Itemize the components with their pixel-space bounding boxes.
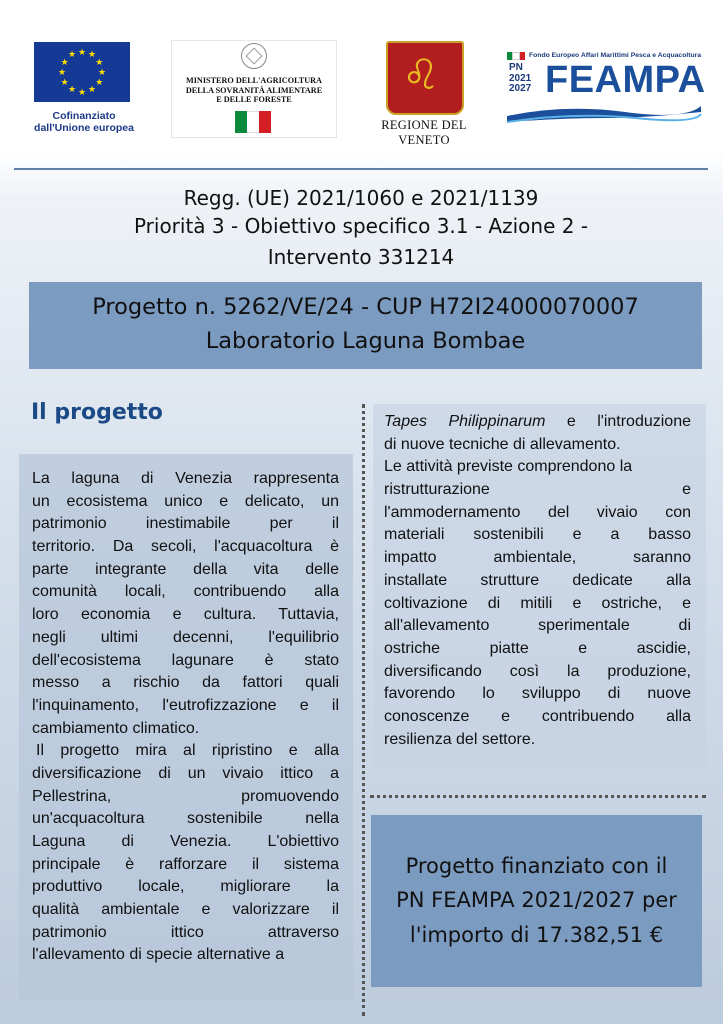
eu-star-icon: ★ (77, 86, 87, 97)
eu-cofinanced-logo (30, 38, 140, 138)
italian-republic-emblem-icon (241, 43, 267, 69)
eu-star-icon: ★ (95, 76, 104, 87)
feampa-logo (505, 50, 706, 125)
project-name: Laboratorio Laguna Bombae (205, 328, 526, 354)
eu-star-icon: ★ (95, 56, 104, 67)
text-line: Le attività previste comprendono la (384, 458, 633, 476)
funding-line-3: l'importo di 17.382,51 € (409, 923, 664, 947)
text-line: installate strutture dedicate alla (384, 571, 691, 589)
italian-flag-icon (507, 52, 525, 60)
ministry-name (174, 76, 334, 105)
eu-star-icon: ★ (87, 49, 97, 60)
feampa-pn-label (509, 63, 531, 95)
eu-flag-icon (34, 42, 130, 102)
text-line: diversificando così la produzione, (384, 662, 691, 680)
feampa-year-start: 2021 (509, 72, 532, 84)
text-line: qualità ambientale e valorizzare il (32, 901, 339, 919)
text-line: territorio. Da secoli, l'acquacoltura è (32, 538, 339, 556)
funding-box (371, 815, 702, 987)
text-line: La laguna di Venezia rappresenta (32, 470, 339, 487)
eu-star-icon: ★ (87, 83, 97, 94)
text-line: Pellestrina, promuovendo (32, 787, 339, 805)
text-line: principale è rafforzare il sistema (32, 855, 339, 873)
text-line: Il progetto mira al ripristino e alla (36, 742, 339, 760)
wave-icon (505, 102, 703, 124)
text-line: ostriche piatte e ascidie, (384, 639, 691, 657)
text-line: negli ultimi decenni, l'equilibrio (32, 628, 339, 646)
text-line: messo a rischio da fattori quali (32, 674, 339, 692)
first-line-rest: e l'introduzione (545, 413, 691, 430)
regulation-reference: Regg. (UE) 2021/1060 e 2021/1139 (183, 186, 539, 210)
lion-of-saint-mark-icon: ♌ (402, 50, 440, 99)
eu-star-icon: ★ (57, 66, 67, 77)
section-title: Il progetto (31, 400, 163, 425)
ministry-line-2: DELLA SOVRANITÀ ALIMENTARE (185, 85, 323, 95)
text-line: coltivazione di mitili e ostriche, e (384, 594, 691, 612)
text-line: l'allevamento di specie alternative a (32, 946, 285, 964)
eu-star-icon: ★ (60, 76, 69, 87)
text-line: l'ammodernamento del vivaio con (384, 503, 691, 521)
text-line: impatto ambientale, saranno (384, 549, 691, 567)
eu-star-icon: ★ (97, 66, 107, 77)
eu-star-icon: ★ (77, 46, 87, 57)
feampa-pn: PN (509, 62, 523, 73)
text-line: loro economia e cultura. Tuttavia, (32, 606, 339, 624)
text-line: all'allevamento sperimentale di (384, 617, 691, 635)
text-line: parte integrante della vita delle (32, 560, 339, 578)
text-line: ristrutturazione e (384, 481, 691, 499)
left-column-text (32, 468, 339, 967)
text-line: l'inquinamento, l'eutrofizzazione e il (32, 696, 339, 714)
text-line: diversificazione di un vivaio ittico a (32, 764, 339, 782)
text-line: cambiamento climatico. (32, 719, 200, 737)
eu-star-icon: ★ (67, 49, 77, 60)
project-title-box (29, 282, 702, 369)
ministry-line-3: E DELLE FORESTE (216, 95, 292, 104)
text-line: patrimonio inestimabile per il (32, 515, 339, 533)
project-code: Progetto n. 5262/VE/24 - CUP H72I24000070007 (92, 294, 639, 320)
feampa-fund-name: Fondo Europeo Affari Marittimi Pesca e Acquacoltura (529, 52, 702, 59)
feampa-year-end: 2027 (509, 83, 532, 94)
text-line: di nuove tecniche di allevamento. (384, 435, 621, 453)
eu-star-icon: ★ (60, 56, 69, 67)
funding-line-1: Progetto finanziato con il (405, 854, 668, 878)
funding-line-2: PN FEAMPA 2021/2027 per (396, 888, 677, 912)
header-divider (14, 168, 708, 170)
species-name: Tapes Philippinarum (384, 413, 546, 430)
priority-reference: Priorità 3 - Obiettivo specifico 3.1 - Azione 2 - (133, 214, 589, 238)
text-line: Laguna di Venezia. L'obiettivo (32, 833, 339, 850)
text-line: produttivo locale, migliorare la (32, 878, 339, 896)
text-line: resilienza del settore. (384, 730, 536, 748)
text-line: conoscenze e contribuendo alla (384, 707, 691, 725)
text-line: materiali sostenibili e a basso (384, 526, 691, 544)
ministry-logo (171, 40, 337, 138)
regione-veneto-logo (356, 40, 492, 147)
text-line: dell'ecosistema lagunare è stato (32, 651, 339, 669)
ministry-line-1: MINISTERO DELL'AGRICOLTURA (186, 76, 322, 85)
column-divider (362, 404, 365, 1016)
text-line: patrimonio ittico attraverso (32, 923, 339, 941)
text-line: comunità locali, contribuendo alla (32, 583, 339, 601)
right-first-line (384, 411, 691, 434)
text-line: favorendo lo sviluppo di nuove (384, 685, 691, 703)
regione-caption: REGIONE DEL VENETO (381, 118, 467, 147)
feampa-name: FEAMPA (545, 59, 706, 101)
eu-star-icon: ★ (67, 83, 77, 94)
section-divider (370, 795, 706, 798)
right-column-text (384, 411, 691, 751)
text-line: un'acquacoltura sostenibile nella (32, 810, 339, 828)
eu-caption: Cofinanziato dall'Unione europea (34, 110, 134, 134)
italian-flag-icon (235, 111, 271, 133)
text-line: un ecosistema unico e delicato, un (32, 492, 339, 510)
intervention-reference: Intervento 331214 (267, 245, 455, 269)
regione-shield (386, 41, 464, 115)
